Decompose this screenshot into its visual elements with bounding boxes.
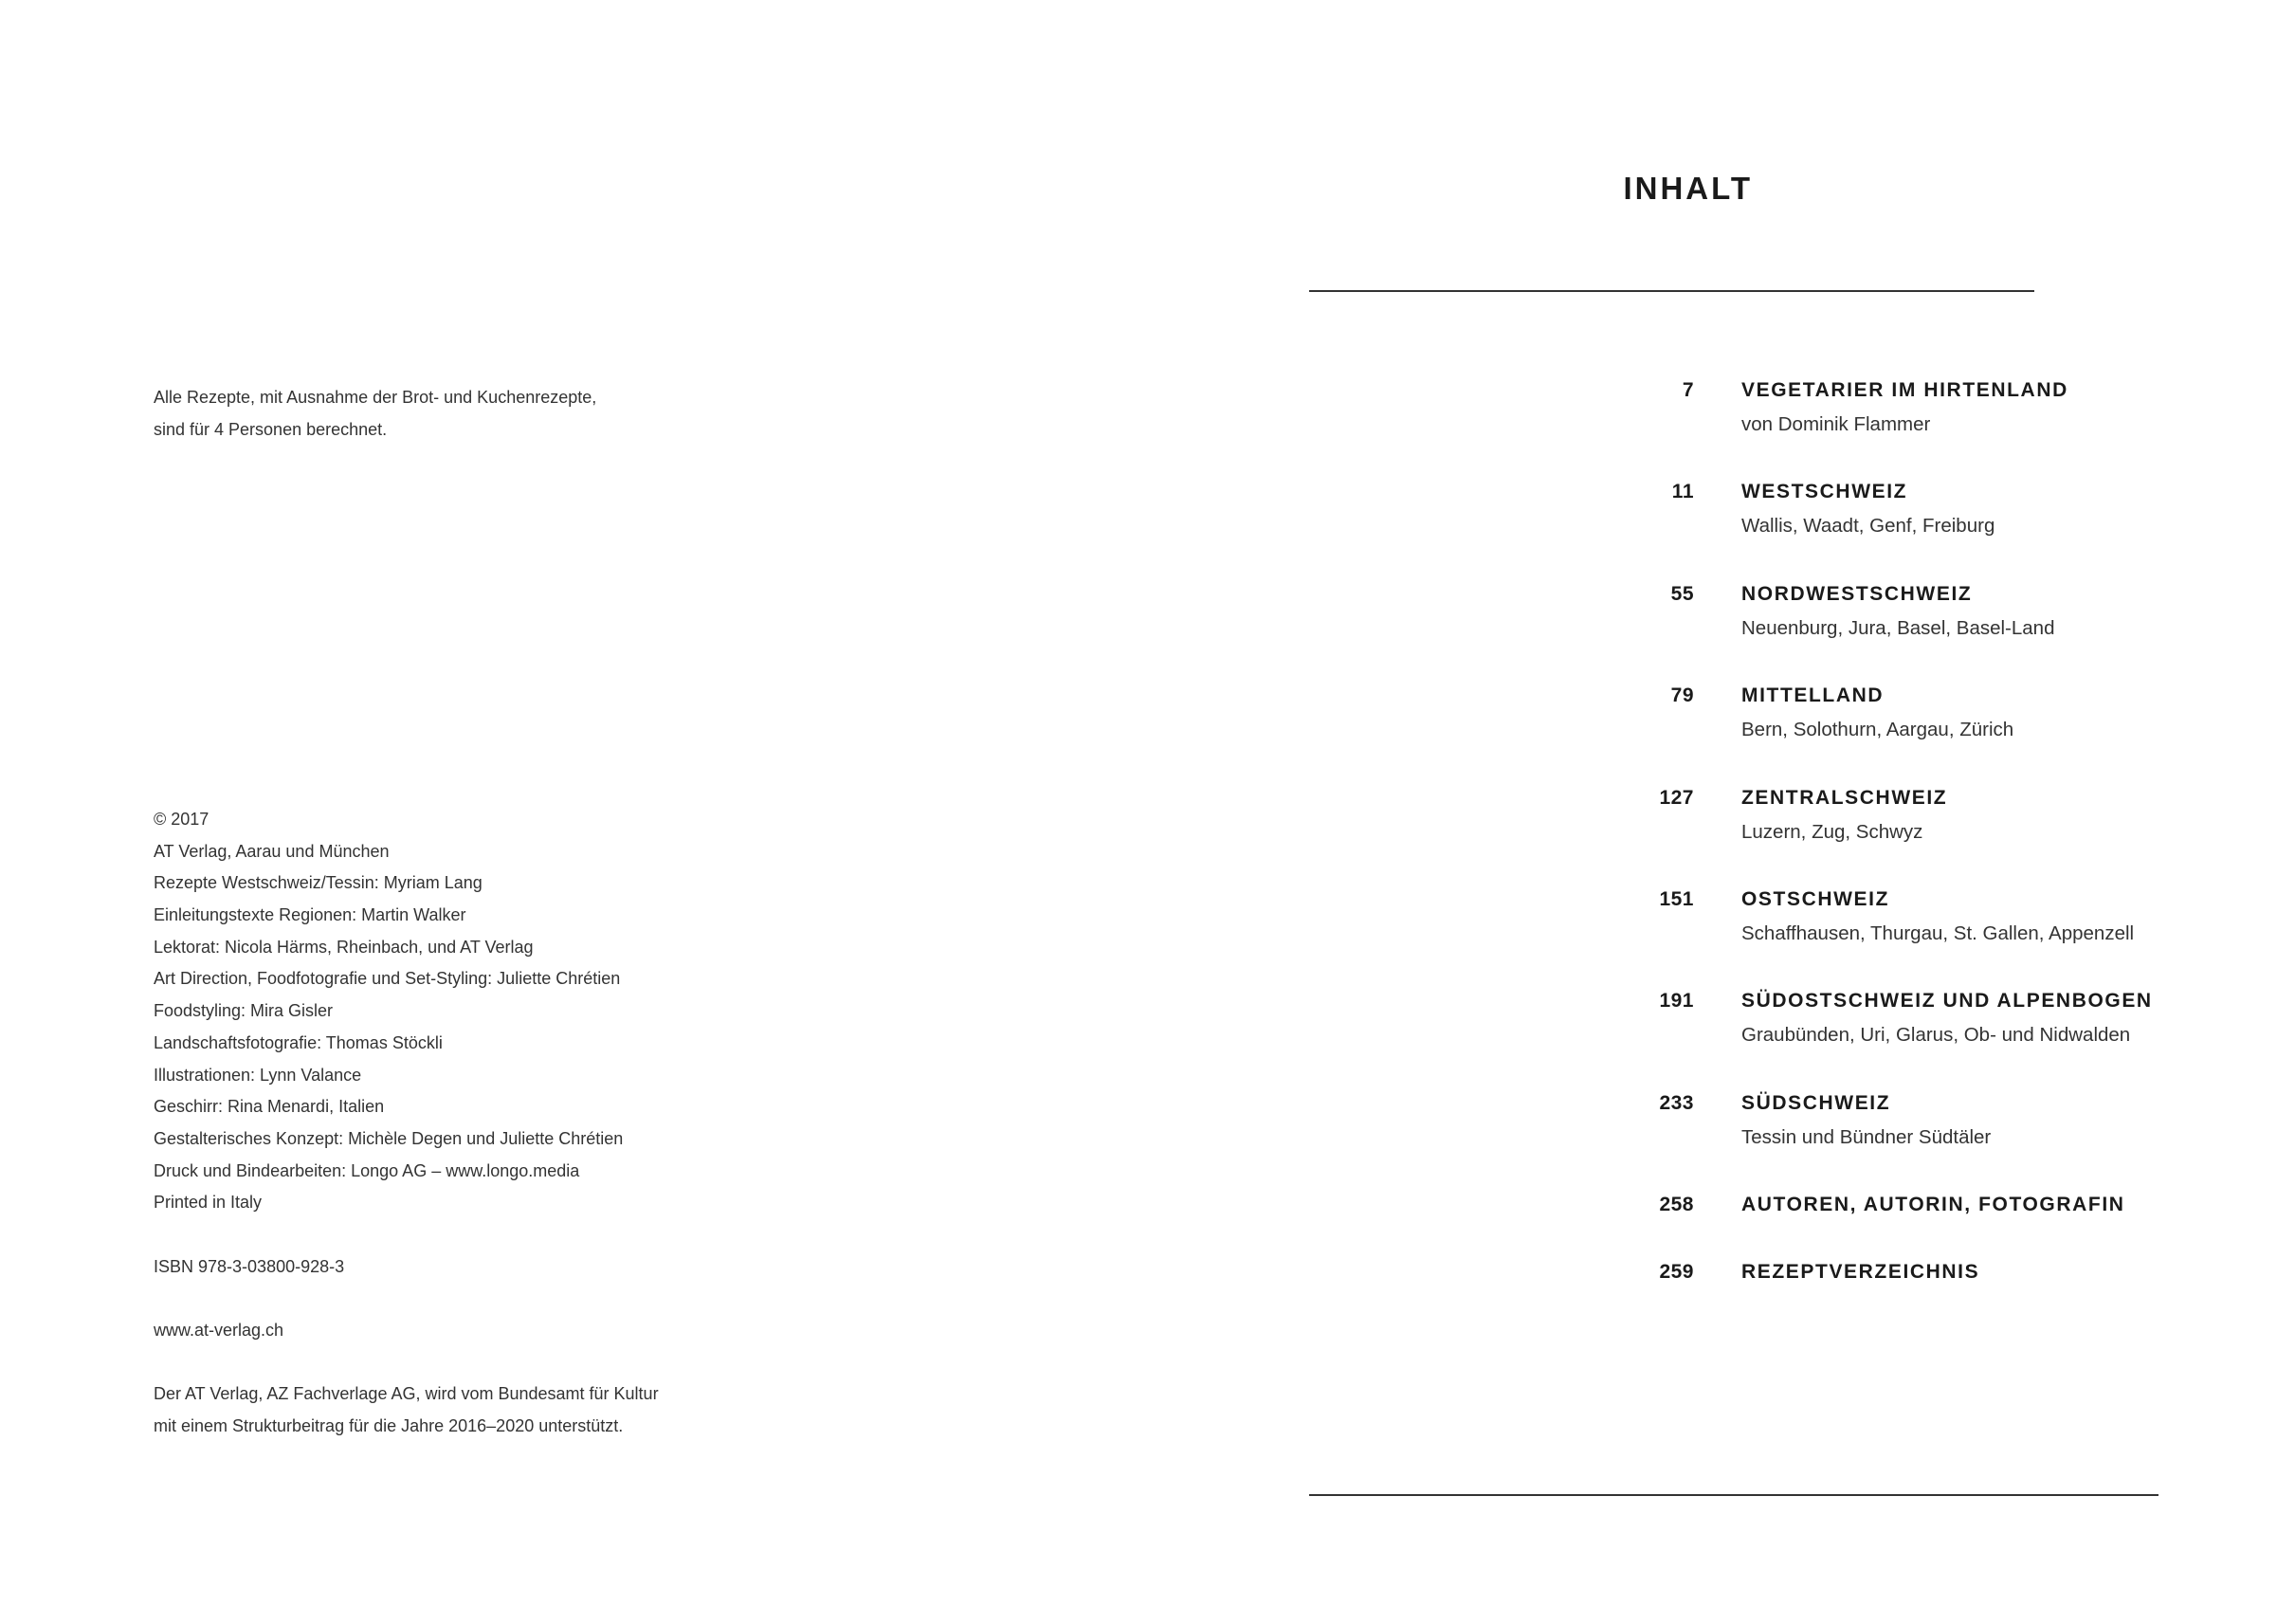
imprint-line: Lektorat: Nicola Härms, Rheinbach, und AT Verlag bbox=[154, 937, 534, 957]
toc-page-number: 259 bbox=[1659, 1261, 1694, 1283]
toc-subtitle: Wallis, Waadt, Genf, Freiburg bbox=[1741, 515, 1995, 537]
toc-heading: VEGETARIER IM HIRTENLAND bbox=[1741, 379, 2068, 401]
toc-heading: MITTELLAND bbox=[1741, 684, 1885, 706]
spacer bbox=[154, 1347, 659, 1379]
imprint-line: Gestalterisches Konzept: Michèle Degen und Juliette Chrétien bbox=[154, 1128, 624, 1148]
toc-page-number: 7 bbox=[1682, 379, 1694, 401]
toc-page-number: 233 bbox=[1659, 1092, 1694, 1114]
imprint-line: Printed in Italy bbox=[154, 1193, 263, 1213]
funding-line: mit einem Strukturbeitrag für die Jahre 2016–2020 unterstützt. bbox=[154, 1416, 624, 1436]
imprint-line: AT Verlag, Aarau und München bbox=[154, 841, 390, 861]
imprint-line: Illustrationen: Lynn Valance bbox=[154, 1065, 362, 1085]
toc-subtitle: Graubünden, Uri, Glarus, Ob- und Nidwalden bbox=[1741, 1024, 2131, 1046]
toc-heading: WESTSCHWEIZ bbox=[1741, 481, 1908, 502]
imprint-line: Art Direction, Foodfotografie und Set-Styling: Juliette Chrétien bbox=[154, 969, 621, 989]
funding-line: Der AT Verlag, AZ Fachverlage AG, wird vom Bundesamt für Kultur bbox=[154, 1384, 659, 1404]
toc-page-number: 151 bbox=[1659, 888, 1694, 910]
toc-subtitle: von Dominik Flammer bbox=[1741, 413, 1931, 435]
imprint-line: © 2017 bbox=[154, 810, 209, 829]
toc-heading: OSTSCHWEIZ bbox=[1741, 888, 1889, 910]
toc-heading: NORDWESTSCHWEIZ bbox=[1741, 583, 1973, 605]
imprint-line: Landschaftsfotografie: Thomas Stöckli bbox=[154, 1032, 443, 1052]
toc-heading: REZEPTVERZEICHNIS bbox=[1741, 1261, 1980, 1283]
toc-heading: ZENTRALSCHWEIZ bbox=[1741, 787, 1948, 809]
toc-page-number: 127 bbox=[1659, 787, 1694, 809]
toc-heading: AUTOREN, AUTORIN, FOTOGRAFIN bbox=[1741, 1194, 2125, 1215]
toc-subtitle: Luzern, Zug, Schwyz bbox=[1741, 821, 1923, 843]
recipe-note-line: Alle Rezepte, mit Ausnahme der Brot- und Kuchenrezepte, bbox=[154, 388, 597, 407]
spacer bbox=[154, 1283, 659, 1315]
divider-bottom bbox=[1309, 1494, 2158, 1496]
toc-subtitle: Tessin und Bündner Südtäler bbox=[1741, 1126, 1992, 1148]
website-link[interactable]: www.at-verlag.ch bbox=[154, 1321, 284, 1340]
imprint bbox=[154, 804, 659, 1443]
toc-subtitle: Neuenburg, Jura, Basel, Basel-Land bbox=[1741, 617, 2055, 639]
toc-page-number: 11 bbox=[1671, 481, 1694, 502]
toc-page-number: 191 bbox=[1659, 990, 1694, 1012]
isbn: ISBN 978-3-03800-928-3 bbox=[154, 1256, 345, 1276]
spacer bbox=[154, 1219, 659, 1251]
recipe-note bbox=[154, 381, 596, 446]
toc-heading: SÜDSCHWEIZ bbox=[1741, 1092, 1891, 1114]
toc-page-number: 258 bbox=[1659, 1194, 1694, 1215]
imprint-line: Einleitungstexte Regionen: Martin Walker bbox=[154, 905, 466, 925]
toc-title: INHALT bbox=[1623, 171, 1753, 206]
toc-subtitle: Schaffhausen, Thurgau, St. Gallen, Appenzell bbox=[1741, 922, 2135, 944]
divider-top bbox=[1309, 290, 2034, 292]
imprint-line: Geschirr: Rina Menardi, Italien bbox=[154, 1097, 385, 1117]
imprint-line: Rezepte Westschweiz/Tessin: Myriam Lang bbox=[154, 873, 483, 893]
toc-page-number: 55 bbox=[1670, 583, 1694, 605]
recipe-note-line: sind für 4 Personen berechnet. bbox=[154, 420, 388, 439]
imprint-line: Druck und Bindearbeiten: Longo AG – www.longo.media bbox=[154, 1160, 580, 1180]
imprint-line: Foodstyling: Mira Gisler bbox=[154, 1001, 334, 1021]
toc-subtitle: Bern, Solothurn, Aargau, Zürich bbox=[1741, 719, 2014, 740]
toc-page-number: 79 bbox=[1670, 684, 1694, 706]
toc-heading: SÜDOSTSCHWEIZ UND ALPENBOGEN bbox=[1741, 990, 2153, 1012]
